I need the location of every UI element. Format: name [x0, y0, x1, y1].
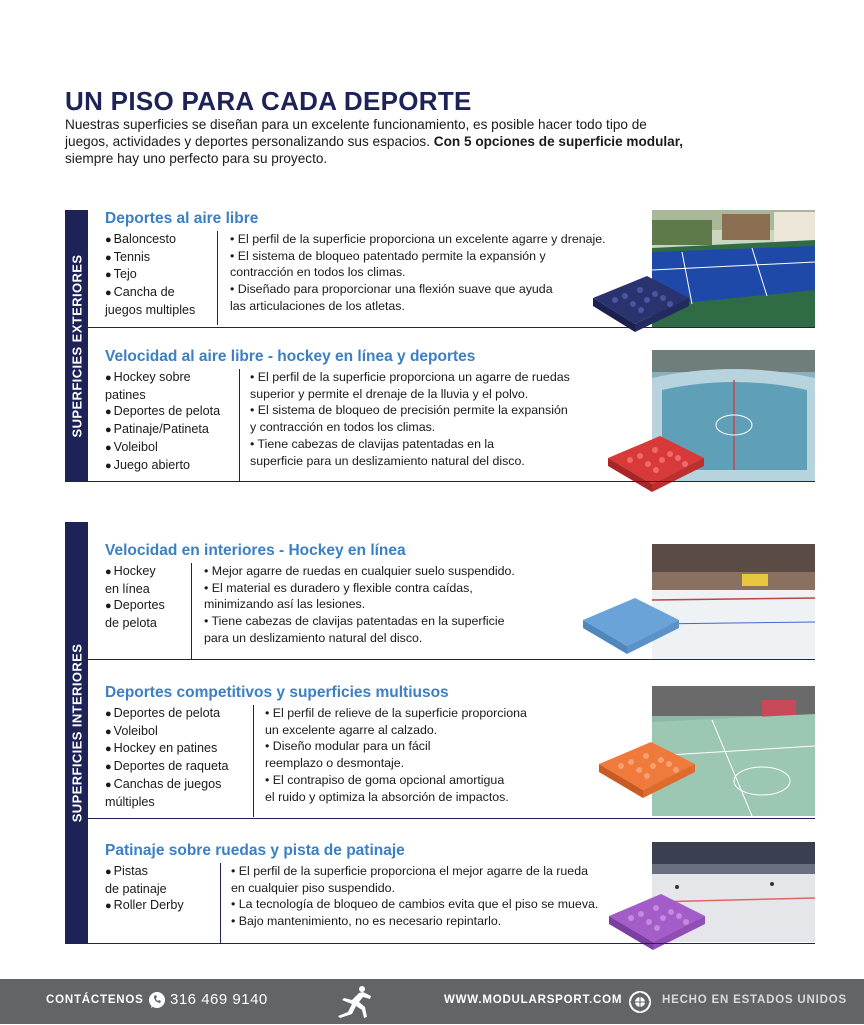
- section-multipurpose: [65, 684, 815, 820]
- exterior-vertical-label: SUPERFICIES EXTERIORES: [65, 210, 88, 482]
- column-divider: [253, 705, 254, 817]
- list-item: ● Pistas: [105, 864, 148, 878]
- section-title: Deportes competitivos y superficies multiusos: [105, 684, 449, 701]
- sports-list: [105, 705, 228, 810]
- footer: [0, 979, 864, 1024]
- list-item: múltiples: [105, 794, 155, 809]
- list-item: ● Deportes de raqueta: [105, 759, 229, 774]
- section-divider: [88, 327, 815, 328]
- section-divider: [88, 659, 815, 660]
- interior-vertical-label: SUPERFICIES INTERIORES: [65, 522, 88, 944]
- section-title: Deportes al aire libre: [105, 210, 259, 227]
- list-item: ● Hockey en patines: [105, 741, 218, 756]
- column-divider: [220, 863, 221, 944]
- list-item: ● Voleibol: [105, 723, 158, 738]
- features-list: • Mejor agarre de ruedas en cualquier suelo suspendido. • El material es duradero y flexible contra caídas, minimizando así las lesiones. • Tiene cabezas de clavijas patentadas en la superficie para un deslizamiento natural del disco.: [204, 564, 515, 645]
- sports-list: [105, 563, 165, 632]
- website-link[interactable]: WWW.MODULARSPORT.COM: [444, 994, 623, 1006]
- intro-text: Nuestras superficies se diseñan para un excelente funcionamiento, es posible hacer todo tipo de juegos, actividades y deportes personalizando sus espacios. Con 5 opciones de superficie modular, siempre hay uno perfecto para su proyecto.: [65, 117, 684, 166]
- features-list: • El perfil de la superficie proporciona un agarre de ruedas superior y permite el drenaje de la lluvia y el polvo. • El sistema de bloqueo de precisión permite la expansión y contracción en todos los climas. • Tiene cabezas de clavijas patentadas en la superficie para un deslizamiento natural del disco.: [250, 370, 570, 468]
- tile-purple: [601, 886, 711, 963]
- section-roller-skating: [65, 842, 815, 944]
- features-list: • El perfil de relieve de la superficie proporciona un excelente agarre al calzado. • Diseño modular para un fácil reemplazo o desmontaje. • El contrapiso de goma opcional amortigua el ruido y optimiza la absorción de impactos.: [265, 706, 527, 804]
- exterior-panel: [65, 210, 815, 482]
- list-item: en línea: [105, 581, 150, 596]
- interior-panel: [65, 522, 815, 944]
- list-item: ● Deportes: [105, 598, 165, 613]
- runner-logo-icon: [332, 984, 376, 1025]
- column-divider: [239, 369, 240, 481]
- list-item: juegos multiples: [105, 302, 196, 317]
- column-divider: [191, 563, 192, 659]
- features-list: • El perfil de la superficie proporciona el mejor agarre de la rueda en cualquier piso suspendido. • La tecnología de bloqueo de cambios evita que el piso se mueva. • Bajo mantenimiento, no es necesario repintarlo.: [231, 864, 599, 929]
- list-item: ● Hockey sobre: [105, 370, 191, 384]
- list-item: ● Deportes de pelota: [105, 404, 221, 419]
- sports-list: [105, 863, 184, 915]
- tile-orange: [591, 734, 701, 811]
- section-title: Velocidad al aire libre - hockey en línea y deportes: [105, 348, 476, 365]
- page-title: UN PISO PARA CADA DEPORTE: [65, 86, 472, 116]
- list-item: ● Patinaje/Patineta: [105, 422, 209, 437]
- section-title: Patinaje sobre ruedas y pista de patinaje: [105, 842, 405, 859]
- list-item: ● Baloncesto: [105, 232, 176, 246]
- list-item: ● Juego abierto: [105, 457, 190, 472]
- list-item: ● Voleibol: [105, 439, 158, 454]
- list-item: ● Hockey: [105, 564, 156, 578]
- list-item: ● Canchas de juegos: [105, 776, 222, 791]
- list-item: ● Tennis: [105, 249, 151, 264]
- tile-navy: [585, 268, 695, 343]
- sports-list: [105, 369, 220, 474]
- section-title: Velocidad en interiores - Hockey en línea: [105, 542, 406, 559]
- made-in-usa-text: HECHO EN ESTADOS UNIDOS: [662, 994, 847, 1006]
- section-outdoor-sports: [65, 210, 815, 328]
- section-divider: [88, 818, 815, 819]
- column-divider: [217, 231, 218, 325]
- globe-icon: [628, 990, 652, 1019]
- list-item: ● Tejo: [105, 267, 137, 282]
- features-list: • El perfil de la superficie proporciona un excelente agarre y drenaje. • El sistema de bloqueo patentado permite la expansión y contracción en todos los climas. • Diseñado para proporcionar una flexión suave que ayuda las articulaciones de los atletas.: [230, 232, 606, 313]
- list-item: de pelota: [105, 616, 157, 631]
- list-item: ● Cancha de: [105, 285, 175, 300]
- list-item: patines: [105, 387, 146, 402]
- contact-label: CONTÁCTENOS: [46, 994, 144, 1006]
- tile-light-blue: [575, 590, 685, 667]
- list-item: ● Roller Derby: [105, 898, 184, 913]
- list-item: ● Deportes de pelota: [105, 706, 221, 720]
- panel-bottom-line: [88, 481, 815, 482]
- section-outdoor-hockey: [65, 348, 815, 482]
- phone-number[interactable]: 316 469 9140: [170, 991, 268, 1008]
- sports-list: [105, 231, 195, 319]
- panel-bottom-line: [88, 943, 815, 944]
- intro-bold: Con 5 opciones de superficie modular,: [433, 134, 684, 149]
- whatsapp-icon: [147, 990, 167, 1015]
- section-indoor-hockey: [65, 542, 815, 660]
- tile-red: [600, 428, 710, 505]
- list-item: de patinaje: [105, 881, 167, 896]
